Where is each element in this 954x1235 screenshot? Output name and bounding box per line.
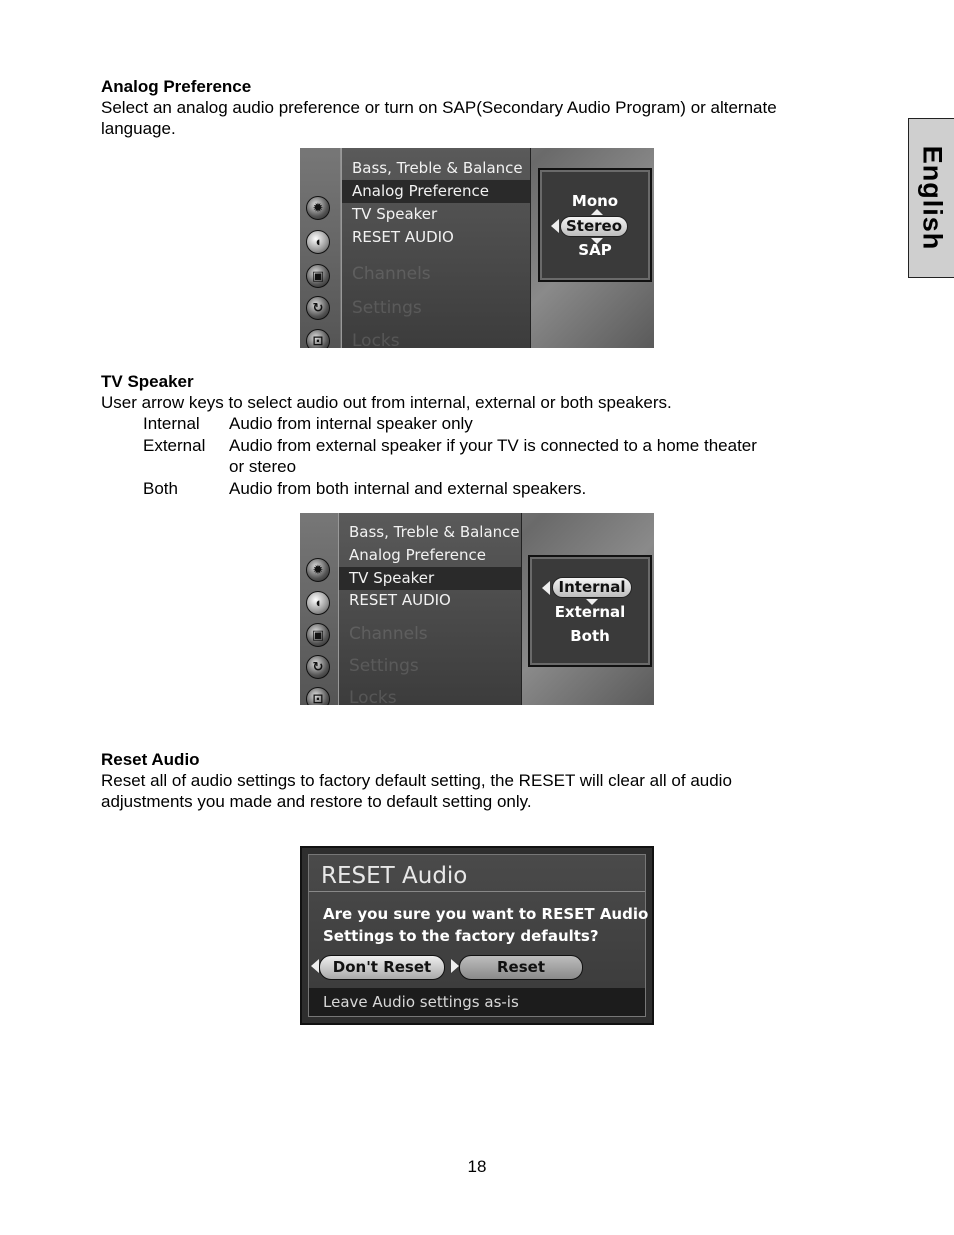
- option-mono[interactable]: Mono: [571, 192, 619, 210]
- tv-icon: ▣: [306, 264, 330, 288]
- audio-icon: ◖: [306, 591, 330, 615]
- reset-audio-text-line1: Reset all of audio settings to factory default setting, the RESET will clear all of audio: [101, 771, 732, 790]
- language-tab: [908, 118, 954, 278]
- option-internal-selected[interactable]: Internal: [552, 577, 632, 598]
- right-arrow-icon: [451, 959, 459, 973]
- page-number: 18: [467, 1157, 487, 1176]
- ghost-menu-channels: Channels: [349, 624, 428, 644]
- reset-audio-heading: Reset Audio: [101, 750, 200, 769]
- menu-item-analog-preference[interactable]: Analog Preference: [349, 546, 486, 564]
- analog-options-box: [538, 168, 652, 282]
- ghost-menu-settings: Settings: [349, 656, 419, 676]
- dialog-panel: [308, 854, 649, 1017]
- picture-icon: ✹: [306, 558, 330, 582]
- dialog-title: RESET Audio: [321, 863, 468, 889]
- menu-item-bass-treble-balance[interactable]: Bass, Treble & Balance: [349, 523, 520, 541]
- ghost-menu-locks: Locks: [352, 331, 400, 348]
- left-arrow-icon: [551, 219, 559, 233]
- up-arrow-icon: [591, 209, 603, 215]
- dialog-status-bar: Leave Audio settings as-is: [309, 988, 645, 1016]
- option-both[interactable]: Both: [570, 627, 610, 645]
- audio-menu: [341, 148, 531, 348]
- def-desc-both: Audio from both internal and external speakers.: [229, 479, 587, 498]
- menu-item-reset-audio[interactable]: RESET AUDIO: [352, 228, 454, 246]
- menu-item-tv-speaker[interactable]: TV Speaker: [339, 567, 521, 590]
- picture-icon: ✹: [306, 196, 330, 220]
- ghost-menu-channels: Channels: [352, 264, 431, 284]
- def-desc-internal: Audio from internal speaker only: [229, 414, 473, 433]
- def-term-both: Both: [143, 479, 178, 498]
- def-term-external: External: [143, 436, 206, 455]
- reset-audio-text-line2: adjustments you made and restore to default setting only.: [101, 792, 532, 811]
- icon-column: [300, 513, 340, 705]
- reset-audio-dialog: [300, 846, 654, 1025]
- tv-speaker-screenshot: [300, 513, 654, 705]
- settings-icon: ↻: [306, 296, 330, 320]
- settings-icon: ↻: [306, 655, 330, 679]
- menu-item-bass-treble-balance[interactable]: Bass, Treble & Balance: [352, 159, 523, 177]
- left-arrow-icon: [311, 959, 319, 973]
- audio-icon: ◖: [306, 230, 330, 254]
- language-tab-label: English: [917, 145, 947, 251]
- left-arrow-icon: [542, 581, 550, 595]
- ghost-menu-locks: Locks: [349, 688, 397, 705]
- menu-item-analog-preference[interactable]: Analog Preference: [342, 180, 530, 203]
- tv-speaker-heading: TV Speaker: [101, 372, 194, 391]
- menu-item-tv-speaker[interactable]: TV Speaker: [352, 205, 438, 223]
- dialog-divider: [309, 891, 645, 892]
- icon-column: [300, 148, 340, 348]
- dialog-question-line2: Settings to the factory defaults?: [323, 927, 599, 945]
- reset-button[interactable]: Reset: [459, 955, 583, 980]
- tv-speaker-intro: User arrow keys to select audio out from internal, external or both speakers.: [101, 393, 672, 412]
- tv-icon: ▣: [306, 623, 330, 647]
- analog-preference-text-line1: Select an analog audio preference or turn on SAP(Secondary Audio Program) or alternate: [101, 98, 777, 117]
- dont-reset-button[interactable]: Don't Reset: [319, 955, 445, 980]
- menu-item-reset-audio[interactable]: RESET AUDIO: [349, 591, 451, 609]
- ghost-menu-settings: Settings: [352, 298, 422, 318]
- analog-preference-screenshot: [300, 148, 654, 348]
- dialog-question-line1: Are you sure you want to RESET Audio: [323, 905, 649, 923]
- option-sap[interactable]: SAP: [578, 241, 612, 259]
- option-external[interactable]: External: [554, 603, 626, 621]
- speaker-options-box: [528, 555, 652, 667]
- def-desc-external-line2: or stereo: [229, 457, 297, 476]
- analog-preference-text-line2: language.: [101, 119, 176, 138]
- audio-menu: [338, 513, 522, 705]
- analog-preference-heading: Analog Preference: [101, 77, 252, 96]
- def-term-internal: Internal: [143, 414, 200, 433]
- option-stereo-selected[interactable]: Stereo: [560, 216, 628, 237]
- def-desc-external: Audio from external speaker if your TV is connected to a home theater: [229, 436, 757, 455]
- lock-icon: ⊡: [306, 329, 330, 348]
- lock-icon: ⊡: [306, 687, 330, 705]
